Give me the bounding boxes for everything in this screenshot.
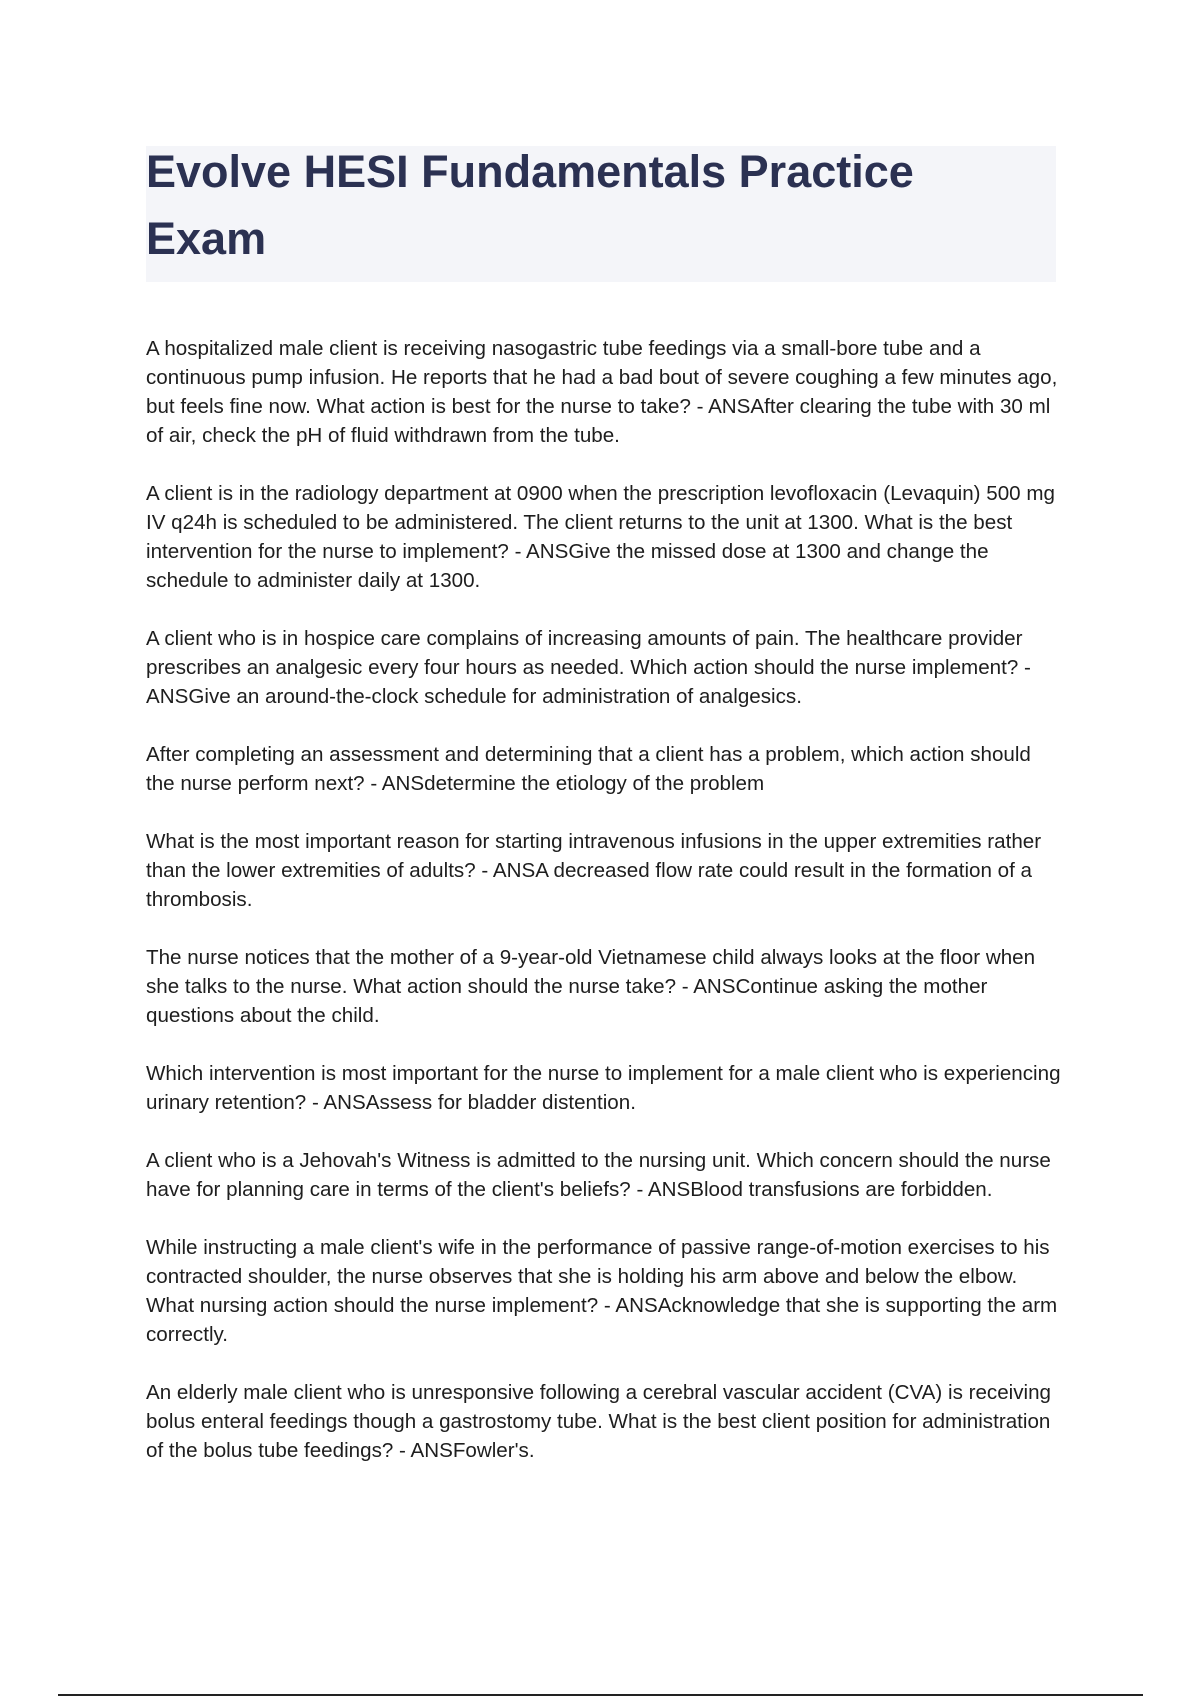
answer-text: Continue asking the mother questions about the child. xyxy=(146,975,988,1027)
question-text: What is the most important reason for starting intravenous infusions in the upper extremities rather than the lower extremities of adults? - ANS xyxy=(146,830,1042,882)
answer-text: Give an around-the-clock schedule for administration of analgesics. xyxy=(188,685,802,708)
question-text: Which intervention is most important for the nurse to implement for a male client who is experiencing urinary retention? - ANS xyxy=(146,1062,1061,1114)
answer-text: Acknowledge that she is supporting the arm correctly. xyxy=(146,1294,1058,1346)
question-text: The nurse notices that the mother of a 9-year-old Vietnamese child always looks at the floor when she talks to the nurse. What action should the nurse take? - ANS xyxy=(146,946,1036,998)
qa-item xyxy=(146,624,1061,711)
question-text: An elderly male client who is unresponsive following a cerebral vascular accident (CVA) is receiving bolus enteral feedings though a gastrostomy tube. What is the best client position for administration of the bolus tube feedings? - ANS xyxy=(146,1381,1052,1462)
qa-item xyxy=(146,1378,1061,1465)
question-text: A hospitalized male client is receiving nasogastric tube feedings via a small-bore tube and a continuous pump infusion. He reports that he had a bad bout of severe coughing a few minutes ago, but feels fine now. What action is best for the nurse to take? - ANS xyxy=(146,337,1058,418)
question-text: After completing an assessment and determining that a client has a problem, which action should the nurse perform next? - ANS xyxy=(146,743,1031,795)
qa-item xyxy=(146,479,1061,595)
question-text: A client is in the radiology department at 0900 when the prescription levofloxacin (Levaquin) 500 mg IV q24h is scheduled to be administered. The client returns to the unit at 1300. What is the best intervention for the nurse to implement? - ANS xyxy=(146,482,1055,563)
footer-divider xyxy=(58,1694,1143,1696)
question-text: A client who is a Jehovah's Witness is admitted to the nursing unit. Which concern should the nurse have for planning care in terms of the client's beliefs? - ANS xyxy=(146,1149,1051,1201)
qa-item xyxy=(146,740,1061,798)
answer-text: Give the missed dose at 1300 and change the schedule to administer daily at 1300. xyxy=(146,540,989,592)
question-text: While instructing a male client's wife in the performance of passive range-of-motion exercises to his contracted shoulder, the nurse observes that she is holding his arm above and below the elbow. What nursing action should the nurse implement? - ANS xyxy=(146,1236,1050,1317)
answer-text: Blood transfusions are forbidden. xyxy=(690,1178,993,1201)
qa-item xyxy=(146,827,1061,914)
qa-item xyxy=(146,943,1061,1030)
qa-item xyxy=(146,1146,1061,1204)
answer-text: After clearing the tube with 30 ml of air, check the pH of fluid withdrawn from the tube. xyxy=(146,395,1051,447)
qa-item xyxy=(146,1059,1061,1117)
answer-text: A decreased flow rate could result in the formation of a thrombosis. xyxy=(146,859,1033,911)
answer-text: Assess for bladder distention. xyxy=(365,1091,636,1114)
answer-text: determine the etiology of the problem xyxy=(424,772,765,795)
qa-list xyxy=(146,334,1061,1494)
qa-item xyxy=(146,334,1061,450)
qa-item xyxy=(146,1233,1061,1349)
question-text: A client who is in hospice care complains of increasing amounts of pain. The healthcare provider prescribes an analgesic every four hours as needed. Which action should the nurse implement? - ANS xyxy=(146,627,1031,708)
answer-text: Fowler's. xyxy=(452,1439,535,1462)
document-title: Evolve HESI Fundamentals Practice Exam xyxy=(146,146,914,264)
